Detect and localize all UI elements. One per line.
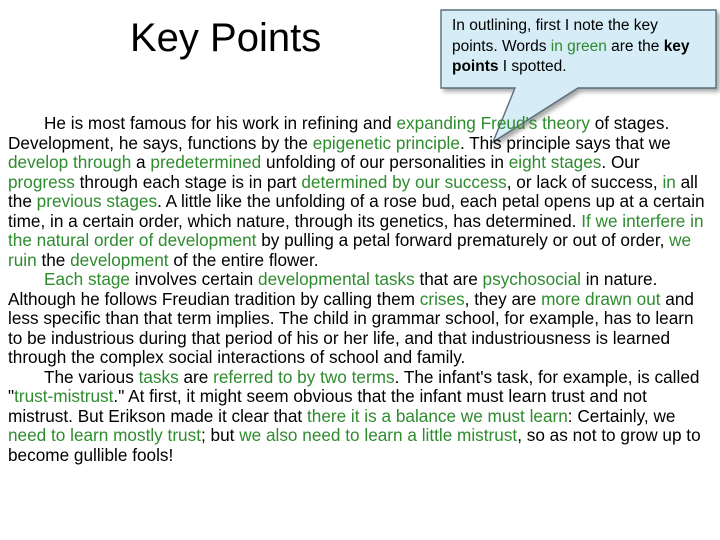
plain-text: by pulling a petal forward prematurely or out of order,	[256, 230, 670, 250]
key-point-text: expanding Freud's theory	[396, 113, 590, 133]
key-point-text: tasks	[138, 366, 179, 387]
plain-text: ." At first, it might seem obvious that the infant must learn trust and not mistrust. But Erikson made it clear that	[8, 386, 647, 426]
paragraph-2	[8, 270, 710, 368]
plain-text: of stages. Development, he says, functions by the	[8, 113, 670, 153]
plain-text: . The infant's task, for example, is called "	[8, 366, 700, 406]
key-point-text: developmental tasks	[258, 269, 415, 289]
key-point-text: If we interfere in the natural order of development	[8, 210, 704, 250]
key-point-text: in	[662, 171, 676, 192]
page-title: Key Points	[130, 16, 322, 60]
plain-text: and less specific than that term implies. The child in grammar school, for example, has to learn to be industrious during that period of his or her life, and that industriousness is learned through the complex social interactions of school and family.	[8, 288, 694, 367]
plain-text: the	[36, 249, 71, 270]
plain-text: involves certain	[130, 269, 259, 289]
callout-line	[452, 17, 690, 75]
key-point-text: there it is a balance we must learn	[306, 405, 568, 426]
plain-text: I spotted.	[498, 58, 567, 75]
plain-text: , they are	[464, 288, 542, 309]
key-point-text: progress	[8, 171, 75, 192]
plain-text: ; but	[200, 425, 240, 445]
plain-text: that are	[414, 269, 483, 289]
plain-text: The various	[44, 366, 139, 387]
plain-text: . A little like the unfolding of a rose bud, each petal opens up at a certain time, in a certain order, which nature, through its genetics, has determined.	[8, 191, 705, 231]
key-point-text: trust-mistrust	[14, 386, 114, 406]
plain-text: , so as not to grow up to become gullible fools!	[8, 425, 701, 465]
key-point-text: Each stage	[44, 269, 130, 289]
plain-text: of the entire flower.	[168, 249, 319, 270]
plain-text: In outlining, first I note the key points. Words	[452, 17, 658, 55]
plain-text: . Our	[601, 152, 640, 172]
key-point-text: develop through	[8, 152, 132, 172]
key-point-text: referred to by two terms	[213, 366, 395, 387]
plain-text: in nature. Although he follows Freudian tradition by calling them	[8, 269, 658, 309]
plain-text: : Certainly, we	[567, 405, 676, 426]
plain-text: through each stage is in part	[74, 171, 302, 192]
plain-text: unfolding of our personalities in	[261, 152, 509, 172]
key-point-text: eight stages	[508, 152, 602, 172]
plain-text: are the	[606, 37, 664, 55]
key-point-text: predetermined	[150, 152, 262, 172]
plain-text: . This principle says that we	[459, 132, 671, 153]
paragraph-3	[8, 368, 710, 466]
key-point-text: psychosocial	[482, 269, 581, 289]
plain-text: all the	[8, 171, 698, 211]
key-point-text: crises	[419, 288, 465, 309]
key-point-text: determined by our success	[301, 171, 507, 192]
key-point-text: epigenetic principle	[312, 132, 460, 153]
key-point-text: in green	[550, 37, 607, 55]
key-point-text: more drawn out	[541, 288, 661, 309]
plain-text: are	[178, 366, 214, 387]
paragraph-1	[8, 114, 710, 270]
key-point-text: development	[70, 249, 169, 270]
key-point-text: need to learn mostly trust	[8, 425, 201, 445]
body-text	[8, 114, 710, 465]
plain-text: He is most famous for his work in refining and	[44, 113, 397, 133]
key-point-text: previous stages	[36, 191, 158, 211]
callout-text	[452, 16, 702, 78]
plain-text: a	[131, 152, 151, 172]
bold-text: key points	[452, 37, 690, 75]
key-point-text: we ruin	[8, 230, 692, 270]
key-point-text: we also need to learn a little mistrust	[239, 425, 518, 445]
plain-text: , or lack of success,	[506, 171, 663, 192]
